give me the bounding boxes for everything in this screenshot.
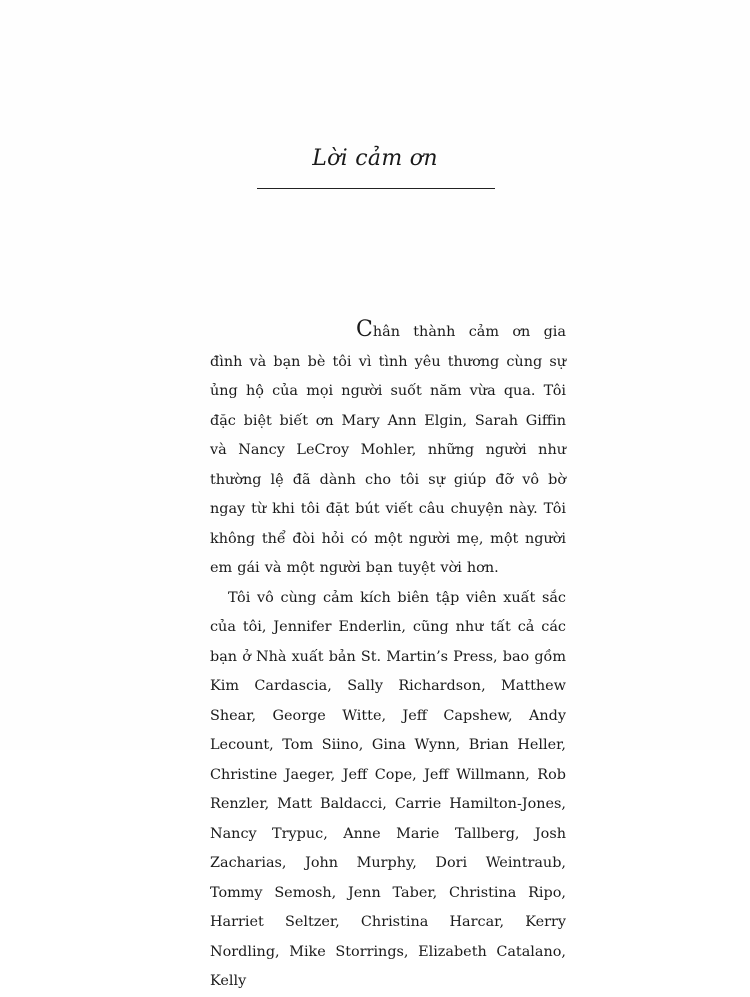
title-divider bbox=[257, 188, 495, 189]
paragraph-2: Tôi vô cùng cảm kích biên tập viên xuất sắc của tôi, Jennifer Enderlin, cũng như tất cả các bạn ở Nhà xuất bản St. Martin’s Press, bao gồm Kim Cardascia, Sally Richardson, Matthew Shear, George Witte, Jeff Capshew, Andy Lecount, Tom Siino, Gina Wynn, Brian Heller, Christine Jaeger, Jeff Cope, Jeff Willmann, Rob Renzler, Matt Baldacci, Carrie Hamilton-Jones, Nancy Trypuc, Anne Marie Tallberg, Josh Zacharias, John Murphy, Dori Weintraub, Tommy Semosh, Jenn Taber, Christina Ripo, Harriet Seltzer, Christina Harcar, Kerry Nordling, Mike Storrings, Elizabeth Catalano, Kelly bbox=[210, 589, 566, 989]
paragraph-1-text: hân thành cảm ơn gia đình và bạn bè tôi vì tình yêu thương cùng sự ủng hộ của mọi người suốt năm vừa qua. Tôi đặc biệt biết ơn Mary Ann Elgin, Sarah Giffin và Nancy LeCroy Mohler, những người như thường lệ đã dành cho tôi sự giúp đỡ vô bờ ngay từ khi tôi đặt bút viết câu chuyện này. Tôi không thể đòi hỏi có một người mẹ, một người em gái và một người bạn tuyệt vời hơn. bbox=[210, 324, 566, 576]
acknowledgements-body bbox=[210, 318, 566, 997]
page-title: Lời cảm ơn bbox=[312, 146, 438, 171]
paragraph-1 bbox=[210, 318, 566, 584]
drop-cap: C bbox=[356, 317, 373, 342]
